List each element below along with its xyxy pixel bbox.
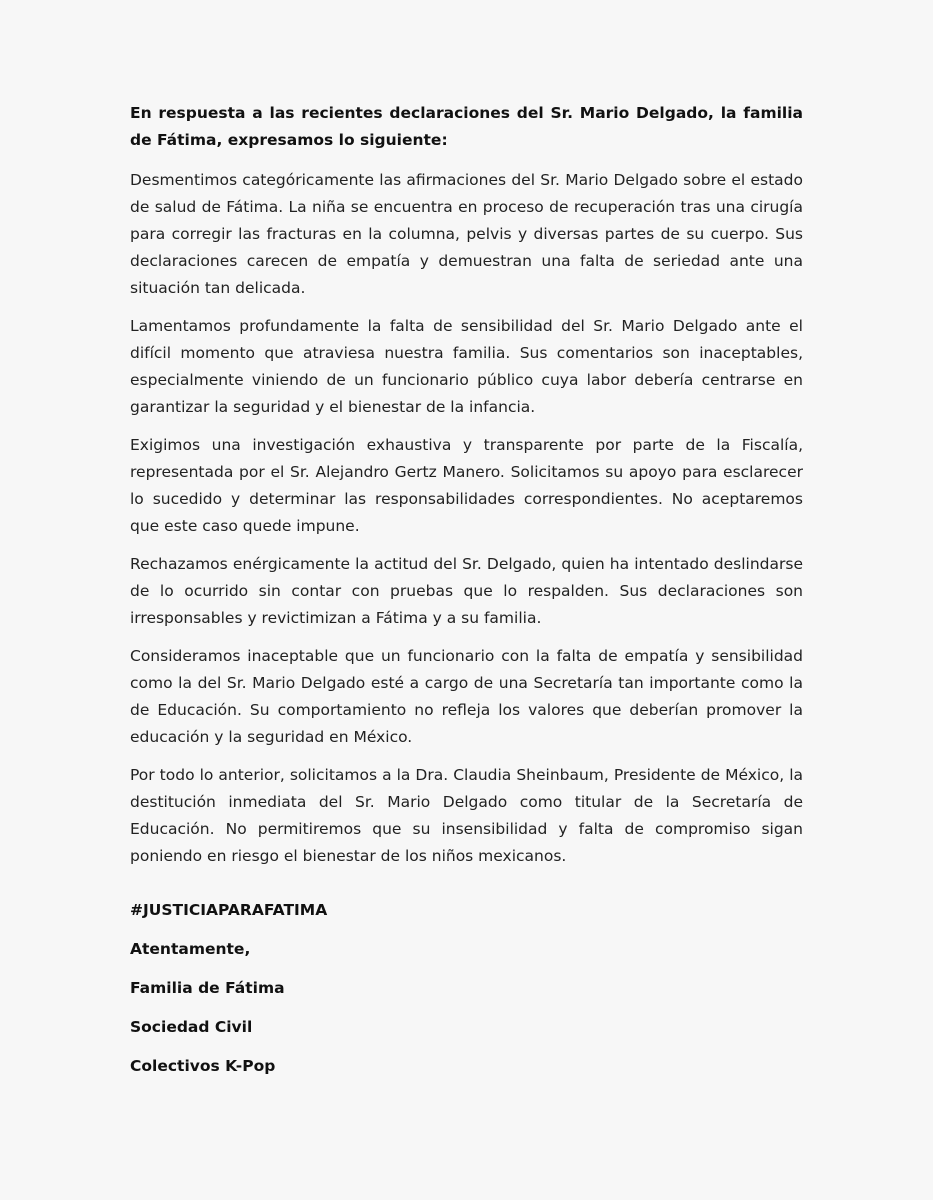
paragraph-dismissal-request: Por todo lo anterior, solicitamos a la Dra. Claudia Sheinbaum, Presidente de México, la destitución inmediata del Sr. Mario Delgado como titular de la Secretaría de Educación. No permitiremos que su insensibilidad y falta de compromiso sigan poniendo en riesgo el bienestar de los niños mexicanos. <box>130 766 803 865</box>
hashtag: #JUSTICIAPARAFATIMA <box>130 901 328 919</box>
signatory-civil-society: Sociedad Civil <box>130 1018 253 1036</box>
intro-paragraph: En respuesta a las recientes declaraciones del Sr. Mario Delgado, la familia de Fátima, expresamos lo siguiente: <box>130 104 803 149</box>
closing-block <box>130 897 327 1092</box>
signatory-family: Familia de Fátima <box>130 979 285 997</box>
paragraph-unacceptable-official: Consideramos inaceptable que un funcionario con la falta de empatía y sensibilidad como la del Sr. Mario Delgado esté a cargo de una Secretaría tan importante como la de Educación. Su comportamiento no refleja los valores que deberían promover la educación y la seguridad en México. <box>130 647 803 746</box>
paragraph-investigation-demand: Exigimos una investigación exhaustiva y transparente por parte de la Fiscalía, representada por el Sr. Alejandro Gertz Manero. Solicitamos su apoyo para esclarecer lo sucedido y determinar las responsabilidades correspondientes. No aceptaremos que este caso quede impune. <box>130 436 803 535</box>
salutation: Atentamente, <box>130 940 251 958</box>
letter-body <box>130 100 803 881</box>
paragraph-health-status: Desmentimos categóricamente las afirmaciones del Sr. Mario Delgado sobre el estado de salud de Fátima. La niña se encuentra en proceso de recuperación tras una cirugía para corregir las fracturas en la columna, pelvis y diversas partes de su cuerpo. Sus declaraciones carecen de empatía y demuestran una falta de seriedad ante una situación tan delicada. <box>130 171 803 297</box>
signatory-kpop-collectives: Colectivos K-Pop <box>130 1057 276 1075</box>
paragraph-lack-of-sensitivity: Lamentamos profundamente la falta de sensibilidad del Sr. Mario Delgado ante el difícil momento que atraviesa nuestra familia. Sus comentarios son inaceptables, especialmente viniendo de un funcionario público cuya labor debería centrarse en garantizar la seguridad y el bienestar de la infancia. <box>130 317 803 416</box>
paragraph-rejection: Rechazamos enérgicamente la actitud del Sr. Delgado, quien ha intentado deslindarse de lo ocurrido sin contar con pruebas que lo respalden. Sus declaraciones son irresponsables y revictimizan a Fátima y a su familia. <box>130 555 803 627</box>
